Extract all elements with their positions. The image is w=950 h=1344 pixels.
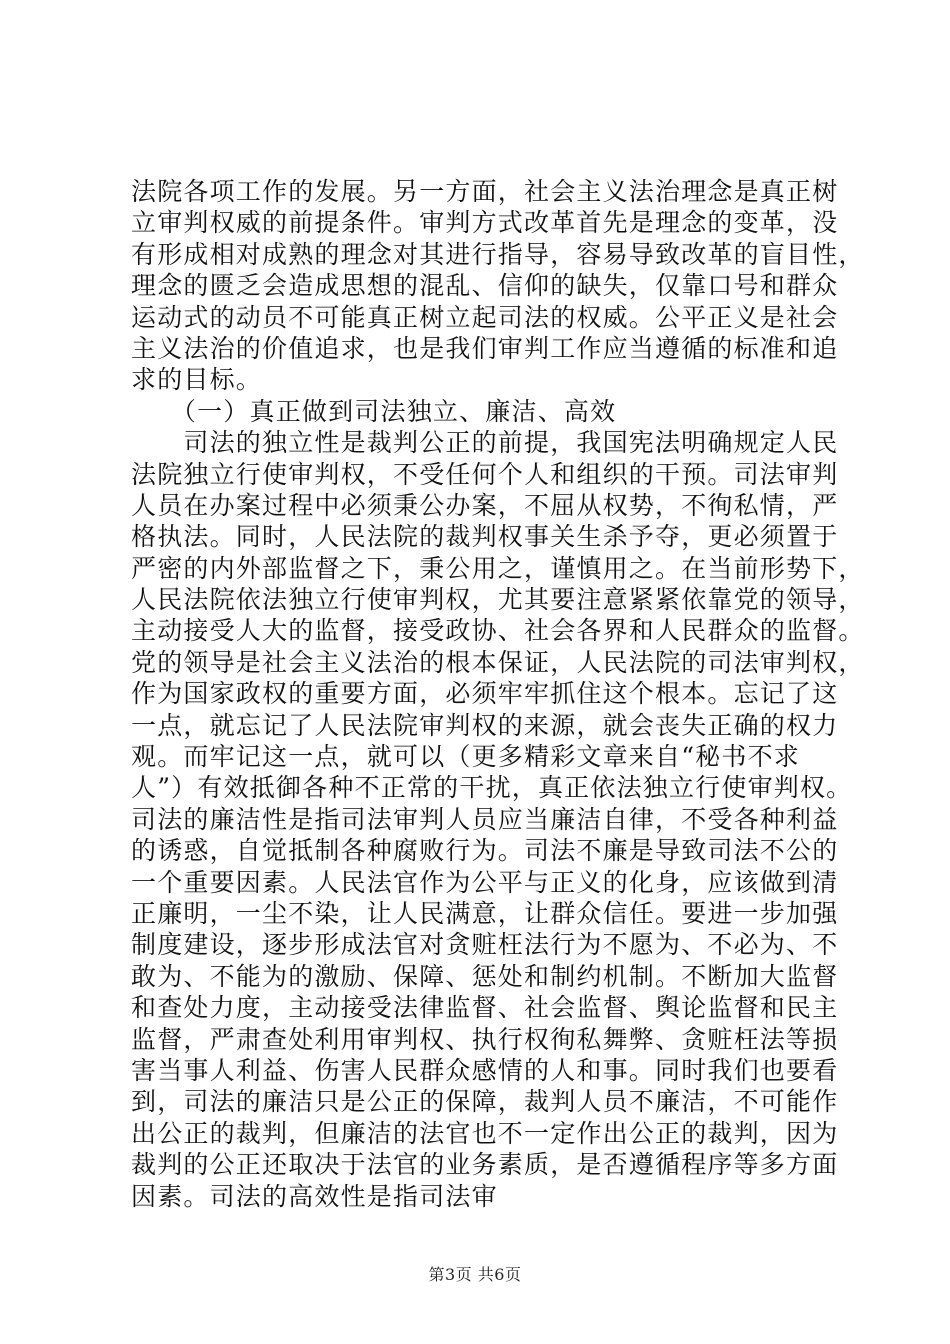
text-line: 因素。司法的高效性是指司法审 (131, 1181, 498, 1211)
page-footer: 第3页 共6页 (428, 1265, 522, 1284)
text-line: （一）真正做到司法独立、廉洁、高效 (131, 396, 617, 426)
text-line: 立审判权威的前提条件。审判方式改革首先是理念的变革，没 (131, 208, 839, 238)
text-line: 求的目标。 (131, 365, 263, 395)
text-line: 到，司法的廉洁只是公正的保障，裁判人员不廉洁，不可能作 (131, 1087, 839, 1117)
text-line: 正廉明，一尘不染，让人民满意，让群众信任。要进一步加强 (131, 898, 839, 928)
text-line: 作为国家政权的重要方面，必须牢牢抓住这个根本。忘记了这 (131, 679, 839, 709)
text-line: 一点，就忘记了人民法院审判权的来源，就会丧失正确的权力 (131, 710, 839, 740)
text-line: 有形成相对成熟的理念对其进行指导，容易导致改革的盲目性， (131, 239, 865, 269)
text-line: 人员在办案过程中必须秉公办案，不屈从权势，不徇私情，严 (131, 490, 839, 520)
text-line: 裁判的公正还取决于法官的业务素质，是否遵循程序等多方面 (131, 1150, 839, 1180)
text-line: 严密的内外部监督之下，秉公用之，谨慎用之。在当前形势下， (131, 553, 865, 583)
text-line: 法院各项工作的发展。另一方面，社会主义法治理念是真正树 (131, 177, 839, 206)
text-line: 司法的独立性是裁判公正的前提，我国宪法明确规定人民 (131, 428, 839, 458)
text-line: 人”）有效抵御各种不正常的干扰，真正依法独立行使审判权。 (131, 773, 853, 803)
body-text (131, 176, 865, 1212)
text-line: 主动接受人大的监督，接受政协、社会各界和人民群众的监督。 (131, 616, 865, 646)
text-line: 运动式的动员不可能真正树立起司法的权威。公平正义是社会 (131, 302, 839, 332)
text-line: 党的领导是社会主义法治的根本保证，人民法院的司法审判权， (131, 647, 865, 677)
text-line: 司法的廉洁性是指司法审判人员应当廉洁自律，不受各种利益 (131, 804, 839, 834)
text-line: 害当事人利益、伤害人民群众感情的人和事。同时我们也要看 (131, 1055, 839, 1085)
text-line: 观。而牢记这一点，就可以（更多精彩文章来自“秘书不求 (131, 742, 800, 772)
text-line: 监督，严肃查处利用审判权、执行权徇私舞弊、贪赃枉法等损 (131, 1024, 839, 1054)
text-line: 理念的匮乏会造成思想的混乱、信仰的缺失，仅靠口号和群众 (131, 271, 839, 301)
text-line: 制度建设，逐步形成法官对贪赃枉法行为不愿为、不必为、不 (131, 930, 839, 960)
text-line: 的诱惑，自觉抵制各种腐败行为。司法不廉是导致司法不公的 (131, 836, 839, 866)
text-line: 和查处力度，主动接受法律监督、社会监督、舆论监督和民主 (131, 993, 839, 1023)
text-line: 主义法治的价值追求，也是我们审判工作应当遵循的标准和追 (131, 333, 839, 363)
text-line: 格执法。同时，人民法院的裁判权事关生杀予夺，更必须置于 (131, 522, 839, 552)
text-line: 出公正的裁判，但廉洁的法官也不一定作出公正的裁判，因为 (131, 1118, 839, 1148)
text-line: 人民法院依法独立行使审判权，尤其要注意紧紧依靠党的领导， (131, 585, 865, 615)
text-line: 法院独立行使审判权，不受任何个人和组织的干预。司法审判 (131, 459, 839, 489)
text-line: 一个重要因素。人民法官作为公平与正义的化身，应该做到清 (131, 867, 839, 897)
text-line: 敢为、不能为的激励、保障、惩处和制约机制。不断加大监督 (131, 961, 839, 991)
